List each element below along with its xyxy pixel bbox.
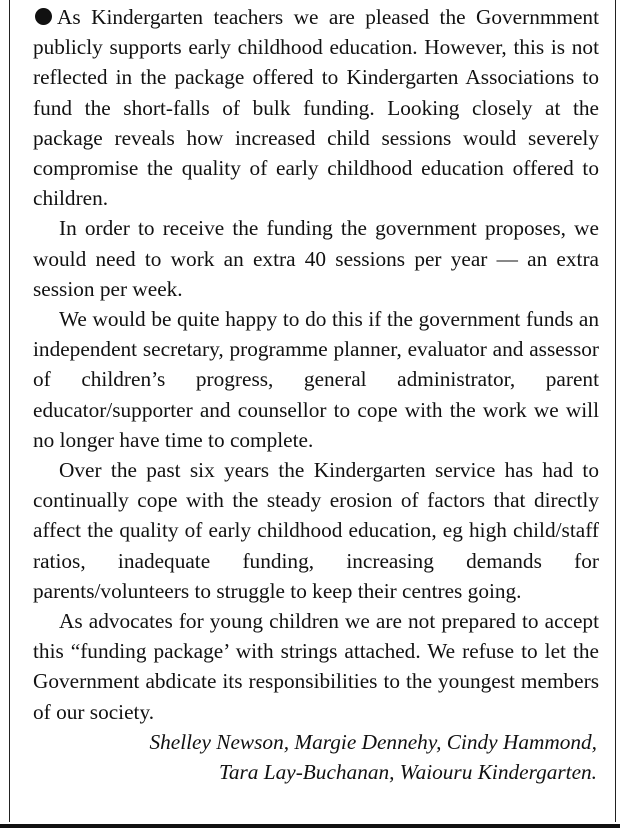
- bottom-rule: [0, 824, 620, 828]
- bullet-icon: [35, 8, 52, 25]
- letter-paragraph-2: In order to receive the funding the government proposes, we would need to work an extra 40 sessions per year — an extra session per week.: [33, 216, 599, 301]
- letter-paragraph-4: Over the past six years the Kindergarten service has had to continually cope with the steady erosion of factors that directly affect the quality of early childhood education, eg high child/staff ratios, inadequate funding, increasing demands for parents/volunteers to struggle to keep their centres going.: [33, 458, 599, 603]
- signature-block: [33, 727, 599, 787]
- signature-line-1: Shelley Newson, Margie Dennehy, Cindy Hammond,: [149, 729, 597, 754]
- paragraph-text: As Kindergarten teachers we are pleased the Governmment publicly supports early childhood education. However, this is not reflected in the package offered to Kindergarten Associations to fund the short-falls of bulk funding. Looking closely at the package reveals how increased child sessions would severely compromise the quality of early childhood education offered to children.: [33, 5, 599, 211]
- signature-line-2: Tara Lay-Buchanan, Waiouru Kindergarten.: [218, 760, 597, 785]
- right-column-rule: [615, 0, 616, 822]
- left-column-rule: [9, 0, 10, 822]
- letter-to-editor: [33, 2, 599, 787]
- letter-paragraph-1: [33, 2, 599, 213]
- letter-paragraph-3: We would be quite happy to do this if the government funds an independent secretary, programme planner, evaluator and assessor of children’s progress, general administrator, parent educator/supporter and counsellor to cope with the work we will no longer have time to complete.: [33, 307, 599, 452]
- letter-paragraph-5: As advocates for young children we are not prepared to accept this “funding package’ with strings attached. We refuse to let the Government abdicate its responsibilities to the youngest members of our society.: [33, 609, 599, 724]
